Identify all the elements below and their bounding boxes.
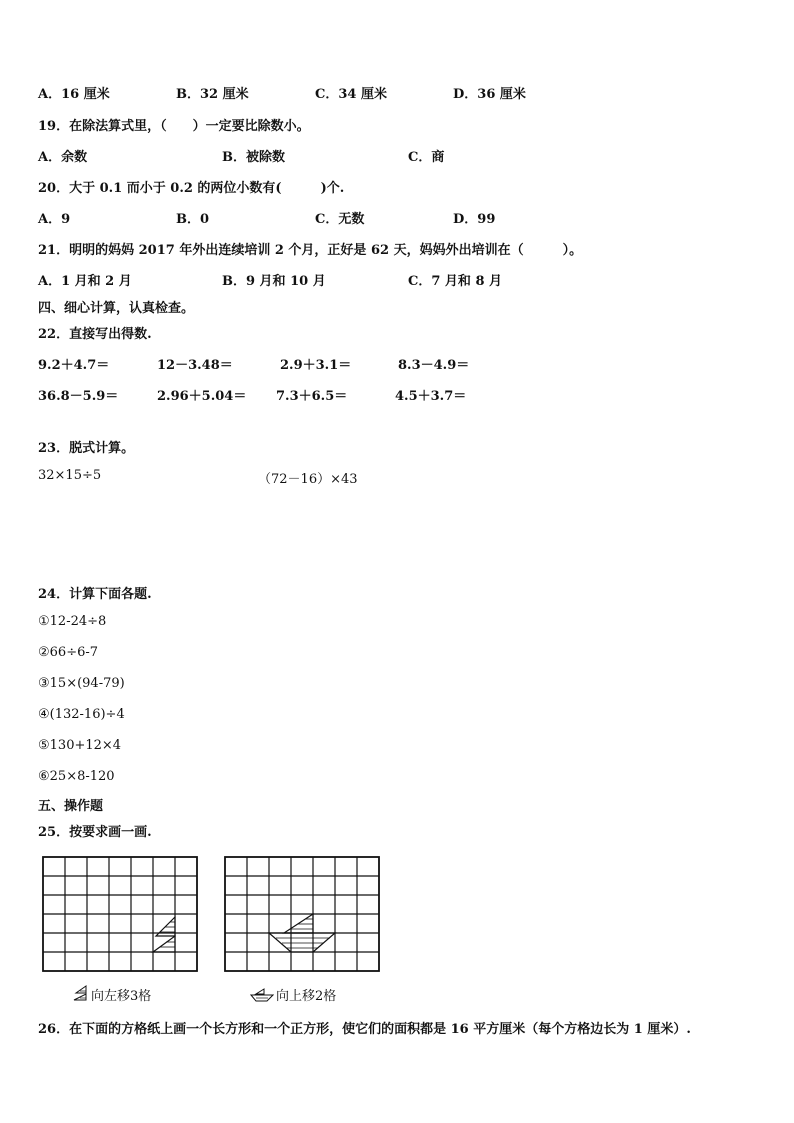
q23-item-2: （72－16）×43: [258, 472, 358, 487]
q22-stem: 22．直接写出得数.: [38, 327, 152, 342]
q25-caption-left: 向左移3格: [91, 989, 152, 1004]
q24-item-6: ⑥25×8-120: [38, 769, 115, 784]
q18-option-d: D．36 厘米: [453, 87, 526, 102]
q24-item-3: ③15×(94-79): [38, 676, 125, 691]
q22-r2-c2: 2.96＋5.04＝: [157, 389, 247, 404]
q26-stem: 26．在下面的方格纸上画一个长方形和一个正方形，使它们的面积都是 16 平方厘米（每个方格边长为 1 厘米）.: [38, 1022, 691, 1037]
sailboat-icon: [72, 985, 92, 1001]
q21-option-b: B．9 月和 10 月: [222, 274, 326, 289]
boat-icon: [250, 988, 274, 1002]
q18-option-b: B．32 厘米: [176, 87, 249, 102]
q22-r1-c3: 2.9＋3.1＝: [280, 358, 352, 373]
q21-stem: 21．明明的妈妈 2017 年外出连续培训 2 个月，正好是 62 天，妈妈外出培训在（ ）。: [38, 243, 583, 258]
q24-item-1: ①12-24÷8: [38, 614, 107, 629]
q20-option-d: D．99: [453, 212, 496, 227]
q24-item-4: ④(132-16)÷4: [38, 707, 125, 722]
q19-option-c: C．商: [408, 150, 445, 165]
q24-item-5: ⑤130+12×4: [38, 738, 122, 753]
q19-stem: 19．在除法算式里，（ ）一定要比除数小。: [38, 119, 310, 134]
q22-r1-c4: 8.3－4.9＝: [398, 358, 470, 373]
q25-caption-right: 向上移2格: [276, 989, 337, 1004]
q19-option-a: A．余数: [38, 150, 88, 165]
q24-stem: 24．计算下面各题.: [38, 587, 152, 602]
q22-r2-c1: 36.8－5.9＝: [38, 389, 119, 404]
sailboat-shape-left: [153, 917, 175, 952]
q20-stem: 20．大于 0.1 而小于 0.2 的两位小数有( )个.: [38, 181, 345, 196]
q18-option-c: C．34 厘米: [315, 87, 387, 102]
q23-stem: 23．脱式计算。: [38, 441, 135, 456]
q22-r2-c4: 4.5＋3.7＝: [395, 389, 467, 404]
q20-option-a: A．9: [38, 212, 71, 227]
q22-r2-c3: 7.3＋6.5＝: [276, 389, 348, 404]
q22-r1-c1: 9.2＋4.7＝: [38, 358, 110, 373]
q20-option-b: B．0: [176, 212, 210, 227]
grid-right: [224, 856, 382, 974]
q18-option-a: A．16 厘米: [38, 87, 110, 102]
grid-left: [42, 856, 200, 974]
q21-option-c: C．7 月和 8 月: [408, 274, 503, 289]
section-five-title: 五、操作题: [38, 799, 104, 814]
q24-item-2: ②66÷6-7: [38, 645, 99, 660]
section-four-title: 四、细心计算，认真检查。: [38, 301, 195, 316]
q20-option-c: C．无数: [315, 212, 365, 227]
q25-stem: 25．按要求画一画.: [38, 825, 152, 840]
q21-option-a: A．1 月和 2 月: [38, 274, 132, 289]
sailboat-shape-right: [269, 914, 335, 952]
q22-r1-c2: 12－3.48＝: [157, 358, 233, 373]
q23-item-1: 32×15÷5: [38, 468, 102, 483]
q19-option-b: B．被除数: [222, 150, 285, 165]
